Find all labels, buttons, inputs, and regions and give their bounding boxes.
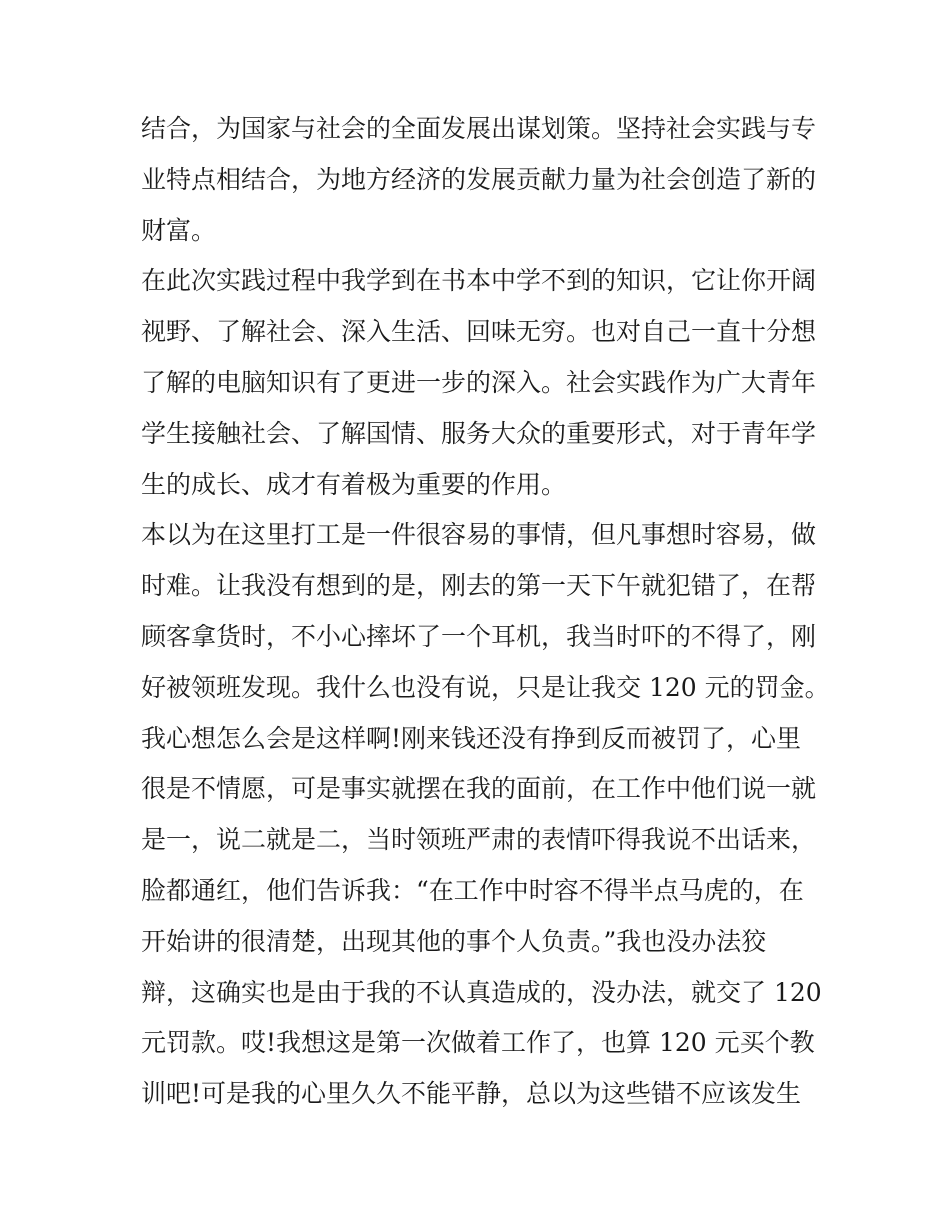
text-line-8: 生的成长、成才有着极为重要的作用。 bbox=[141, 469, 567, 499]
text-line-1: 结合，为国家与社会的全面发展出谋划策。坚持社会实践与专 bbox=[141, 114, 817, 143]
text-line-10: 时难。让我没有想到的是，刚去的第一天下午就犯错了，在帮 bbox=[141, 571, 817, 601]
text-line-7: 学生接触社会、了解国情、服务大众的重要形式，对于青年学 bbox=[141, 418, 817, 448]
text-line-12: 好被领班发现。我什么也没有说，只是让我交 120 元的罚金。 bbox=[141, 672, 830, 702]
text-line-20: 训吧!可是我的心里久久不能平静，总以为这些错不应该发生 bbox=[141, 1079, 802, 1109]
text-line-2: 业特点相结合，为地方经济的发展贡献力量为社会创造了新的 bbox=[141, 164, 817, 194]
text-line-11: 顾客拿货时，不小心摔坏了一个耳机，我当时吓的不得了，刚 bbox=[141, 621, 817, 651]
text-line-13: 我心想怎么会是这样啊!刚来钱还没有挣到反而被罚了，心里 bbox=[141, 723, 802, 753]
body-text bbox=[141, 104, 830, 1120]
text-line-5: 视野、了解社会、深入生活、回味无穷。也对自己一直十分想 bbox=[141, 317, 817, 347]
text-line-6: 了解的电脑知识有了更进一步的深入。社会实践作为广大青年 bbox=[141, 367, 817, 397]
text-line-15: 是一，说二就是二，当时领班严肃的表情吓得我说不出话来， bbox=[141, 825, 817, 855]
text-line-17: 开始讲的很清楚，出现其他的事个人负责。”我也没办法狡 bbox=[141, 926, 767, 956]
text-line-9: 本以为在这里打工是一件很容易的事情，但凡事想时容易，做 bbox=[141, 520, 817, 550]
text-line-3: 财富。 bbox=[141, 215, 217, 245]
text-line-16: 脸都通红，他们告诉我：“在工作中时容不得半点马虎的，在 bbox=[141, 875, 804, 905]
text-line-4: 在此次实践过程中我学到在书本中学不到的知识，它让你开阔 bbox=[141, 266, 817, 296]
text-line-18: 辩，这确实也是由于我的不认真造成的，没办法，就交了 120 bbox=[141, 977, 822, 1007]
text-line-14: 很是不情愿，可是事实就摆在我的面前，在工作中他们说一就 bbox=[141, 774, 817, 804]
text-line-19: 元罚款。哎!我想这是第一次做着工作了，也算 120 元买个教 bbox=[141, 1028, 815, 1058]
